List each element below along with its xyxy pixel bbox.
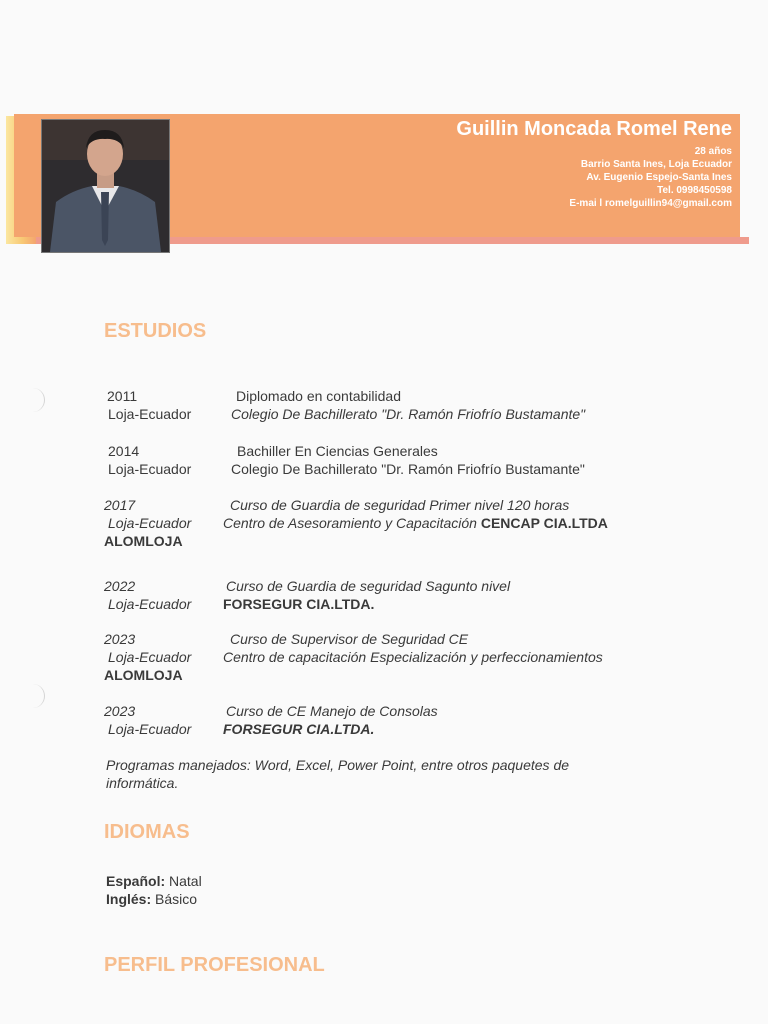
address-line-2: Av. Eugenio Espejo-Santa Ines (586, 172, 732, 183)
estudio-place: Loja-Ecuador (108, 721, 192, 737)
estudio-year: 2017 (104, 497, 136, 513)
estudio-title: Curso de Guardia de seguridad Sagunto nivel (226, 578, 511, 594)
estudio-year: 2014 (108, 443, 140, 459)
page-margin-mark (30, 388, 45, 412)
estudio-institution-company: FORSEGUR CIA.LTDA. (223, 596, 375, 612)
idioma-language: Español: (106, 873, 166, 889)
estudio-year: 2023 (104, 631, 136, 647)
estudio-title: Curso de Guardia de seguridad Primer nivel 120 horas (230, 497, 570, 513)
estudio-place: Loja-Ecuador (108, 596, 192, 612)
section-title-estudios: ESTUDIOS (104, 320, 207, 342)
idioma-row (106, 872, 202, 890)
estudio-title: Curso de CE Manejo de Consolas (226, 703, 438, 719)
estudio-year: 2023 (104, 703, 136, 719)
estudio-institution: Colegio De Bachillerato "Dr. Ramón Friofrío Bustamante" (231, 461, 585, 477)
phone-number: Tel. 0998450598 (657, 185, 732, 196)
estudio-title: Bachiller En Ciencias Generales (237, 443, 438, 459)
estudio-place: Loja-Ecuador (108, 461, 192, 477)
estudio-institution (223, 514, 608, 532)
estudio-place: Loja-Ecuador (108, 515, 192, 531)
programas-line-2: informática. (106, 775, 179, 791)
estudio-title: Curso de Supervisor de Seguridad CE (230, 631, 469, 647)
email-address: E-mai l romelguillin94@gmail.com (569, 198, 732, 209)
estudio-title: Diplomado en contabilidad (236, 388, 401, 404)
idioma-level: Básico (155, 891, 198, 907)
estudio-institution-company: CENCAP CIA.LTDA (480, 515, 608, 531)
estudio-year: 2011 (107, 388, 138, 404)
programas-line-1: Programas manejados: Word, Excel, Power Point, entre otros paquetes de (106, 757, 570, 773)
applicant-name: Guillin Moncada Romel Rene (456, 118, 732, 140)
estudio-year: 2022 (104, 578, 136, 594)
profile-photo (41, 119, 170, 253)
estudio-institution-name: Centro de Asesoramiento y Capacitación (223, 515, 477, 531)
estudio-institution: Centro de capacitación Especialización y perfeccionamientos (223, 649, 603, 665)
header-contact (456, 118, 732, 210)
estudio-institution: Colegio De Bachillerato "Dr. Ramón Friofrío Bustamante" (231, 406, 586, 422)
applicant-age: 28 años (694, 146, 732, 157)
estudio-place: Loja-Ecuador (108, 406, 192, 422)
idioma-level: Natal (169, 873, 202, 889)
section-title-idiomas: IDIOMAS (104, 821, 190, 843)
estudio-city-code: ALOMLOJA (104, 533, 183, 549)
address-line-1: Barrio Santa Ines, Loja Ecuador (580, 159, 732, 170)
idioma-row (106, 890, 197, 908)
idioma-language: Inglés: (106, 891, 152, 907)
page-margin-mark (30, 684, 45, 708)
section-title-perfil: PERFIL PROFESIONAL (104, 954, 325, 976)
estudio-place: Loja-Ecuador (108, 649, 192, 665)
estudio-city-code: ALOMLOJA (104, 667, 183, 683)
estudio-institution-company: FORSEGUR CIA.LTDA. (223, 721, 375, 737)
